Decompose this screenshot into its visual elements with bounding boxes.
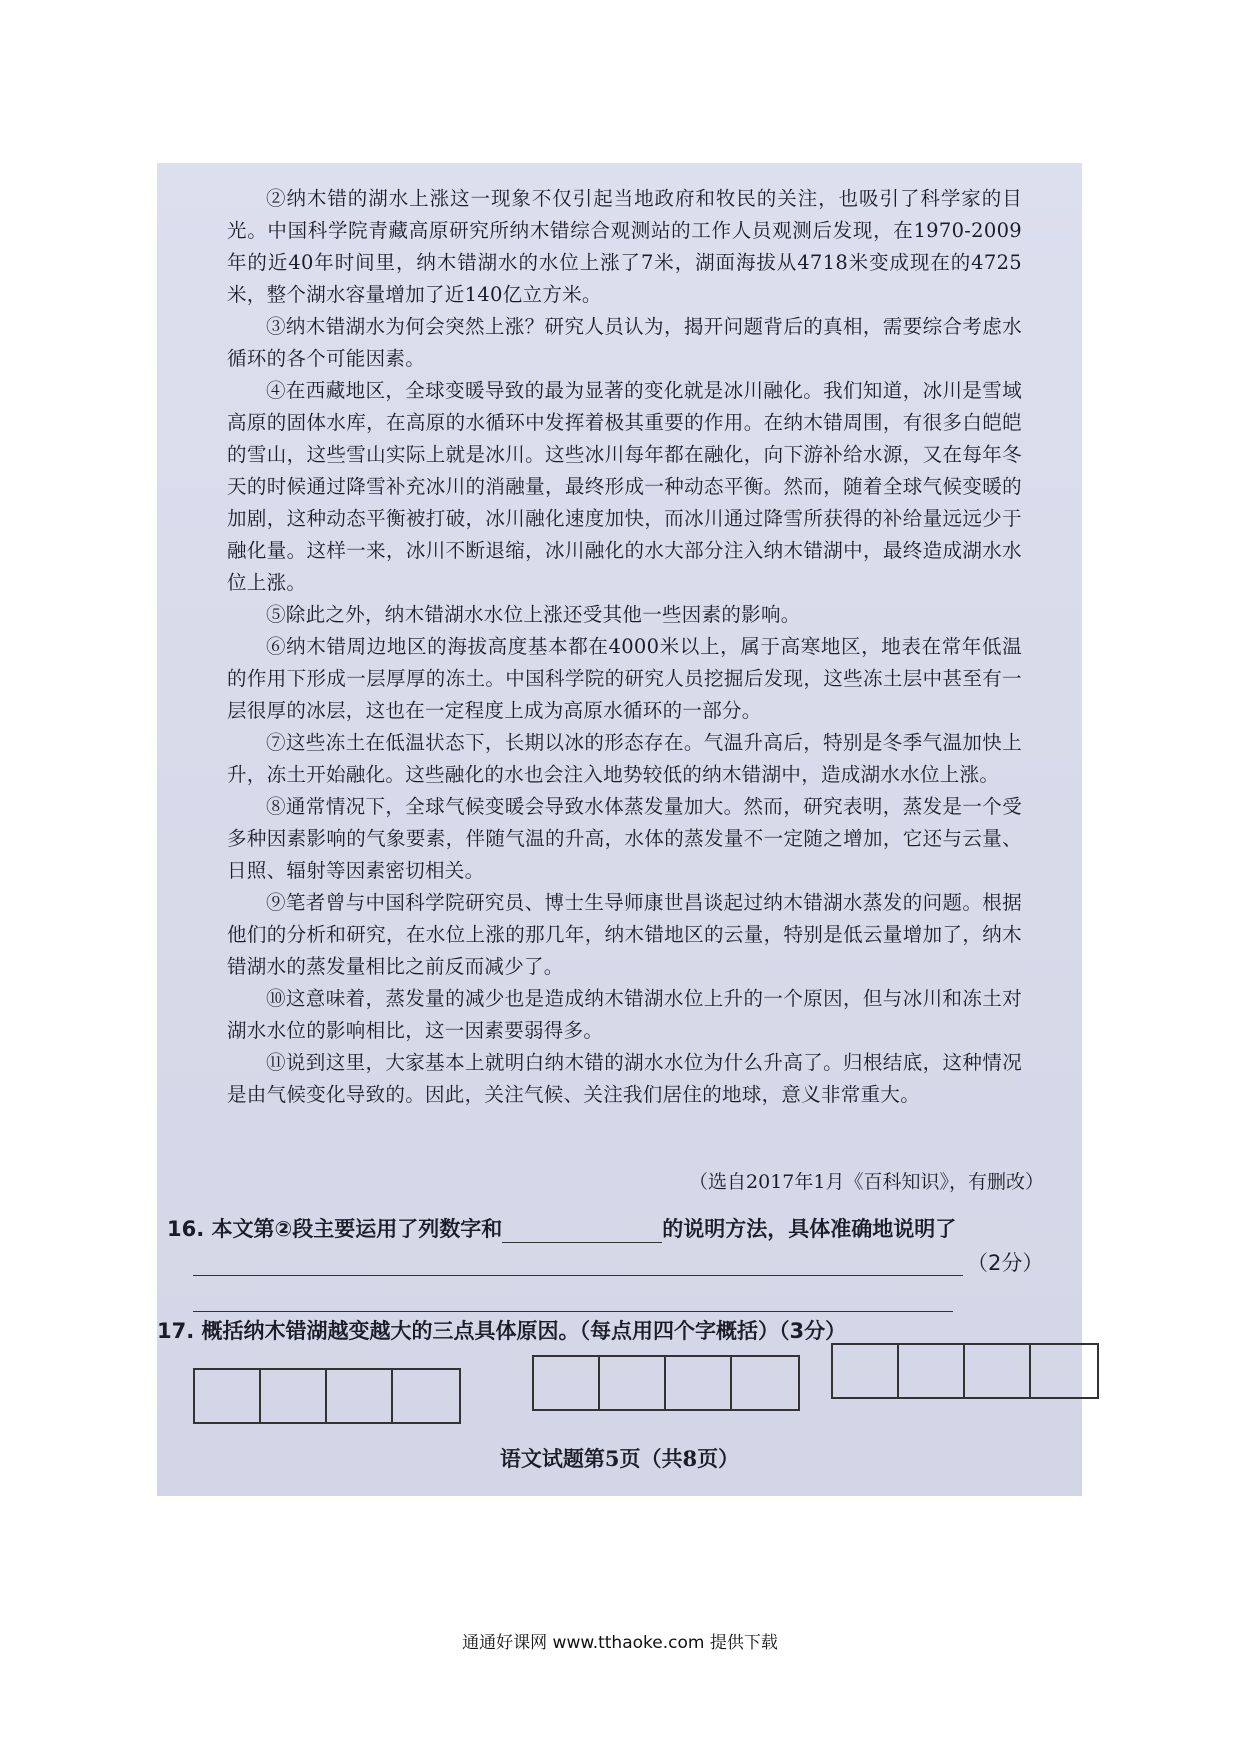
scanned-exam-page [157,163,1082,1496]
question-16 [167,1213,956,1243]
paragraph-6: ⑥纳木错周边地区的海拔高度基本都在4000米以上，属于高寒地区，地表在常年低温的作用下形成一层厚厚的冻土。中国科学院的研究人员挖掘后发现，这些冻土层中甚至有一层很厚的冰层，这也在一定程度上成为高原水循环的一部分。 [227,635,1022,722]
answer-cell[interactable] [1031,1345,1097,1397]
paragraph-4: ④在西藏地区，全球变暖导致的最为显著的变化就是冰川融化。我们知道，冰川是雪域高原的固体水库，在高原的水循环中发挥着极其重要的作用。在纳木错周围，有很多白皑皑的雪山，这些雪山实际上就是冰川。这些冰川每年都在融化，向下游补给水源，又在每年冬天的时候通过降雪补充冰川的消融量，最终形成一种动态平衡。然而，随着全球气候变暖的加剧，这种动态平衡被打破，冰川融化速度加快，而冰川通过降雪所获得的补给量远远少于融化量。这样一来，冰川不断退缩，冰川融化的水大部分注入纳木错湖中，最终造成湖水水位上涨。 [227,379,1022,594]
answer-cell[interactable] [833,1345,899,1397]
answer-cell[interactable] [899,1345,965,1397]
answer-cell[interactable] [534,1357,600,1409]
answer-box-17-3[interactable] [831,1343,1099,1399]
question-16-prefix: 16. 本文第②段主要运用了列数字和 [167,1217,503,1241]
site-footer: 通通好课网 www.tthaoke.com 提供下载 [462,1633,778,1653]
answer-box-17-2[interactable] [532,1355,800,1411]
paragraph-10: ⑩这意味着，蒸发量的减少也是造成纳木错湖水位上升的一个原因，但与冰川和冻土对湖水水位的影响相比，这一因素要弱得多。 [227,987,1022,1042]
paragraph-2: ②纳木错的湖水上涨这一现象不仅引起当地政府和牧民的关注，也吸引了科学家的目光。中国科学院青藏高原研究所纳木错综合观测站的工作人员观测后发现，在1970-2009年的近40年时间里，纳木错湖水的水位上涨了7米，湖面海拔从4718米变成现在的4725米，整个湖水容量增加了近140亿立方米。 [227,187,1022,306]
answer-cell[interactable] [600,1357,666,1409]
answer-cell[interactable] [261,1370,327,1422]
answer-cell[interactable] [732,1357,798,1409]
paragraph-3: ③纳木错湖水为何会突然上涨？研究人员认为，揭开问题背后的真相，需要综合考虑水循环的各个可能因素。 [227,315,1022,370]
answer-blank-16a[interactable] [502,1218,662,1243]
paragraph-7: ⑦这些冻土在低温状态下，长期以冰的形态存在。气温升高后，特别是冬季气温加快上升，冻土开始融化。这些融化的水也会注入地势较低的纳木错湖中，造成湖水水位上涨。 [227,731,1022,786]
question-17: 17. 概括纳木错湖越变越大的三点具体原因。（每点用四个字概括）（3分） [157,1319,847,1343]
paragraph-5: ⑤除此之外，纳木错湖水水位上涨还受其他一些因素的影响。 [266,603,801,626]
answer-box-17-1[interactable] [193,1368,461,1424]
source-citation: （选自2017年1月《百科知识》，有删改） [689,1171,1044,1193]
question-16-suffix: 的说明方法，具体准确地说明了 [662,1217,957,1241]
answer-cell[interactable] [393,1370,459,1422]
paragraph-11: ⑪说到这里，大家基本上就明白纳木错的湖水水位为什么升高了。归根结底，这种情况是由气候变化导致的。因此，关注气候、关注我们居住的地球，意义非常重大。 [227,1051,1022,1106]
answer-cell[interactable] [327,1370,393,1422]
paragraph-8: ⑧通常情况下，全球气候变暖会导致水体蒸发量加大。然而，研究表明，蒸发是一个受多种因素影响的气象要素，伴随气温的升高，水体的蒸发量不一定随之增加，它还与云量、日照、辐射等因素密切相关。 [227,795,1022,882]
answer-cell[interactable] [666,1357,732,1409]
exam-page-number: 语文试题第5页（共8页） [499,1446,740,1471]
answer-cell[interactable] [195,1370,261,1422]
answer-line-16b-part1[interactable] [193,1275,963,1276]
paragraph-9: ⑨笔者曾与中国科学院研究员、博士生导师康世昌谈起过纳木错湖水蒸发的问题。根据他们的分析和研究，在水位上涨的那几年，纳木错地区的云量，特别是低云量增加了，纳木错湖水的蒸发量相比之前反而减少了。 [227,891,1022,978]
answer-cell[interactable] [965,1345,1031,1397]
answer-line-16b-part2[interactable] [193,1311,953,1312]
question-16-score: （2分） [967,1251,1044,1275]
